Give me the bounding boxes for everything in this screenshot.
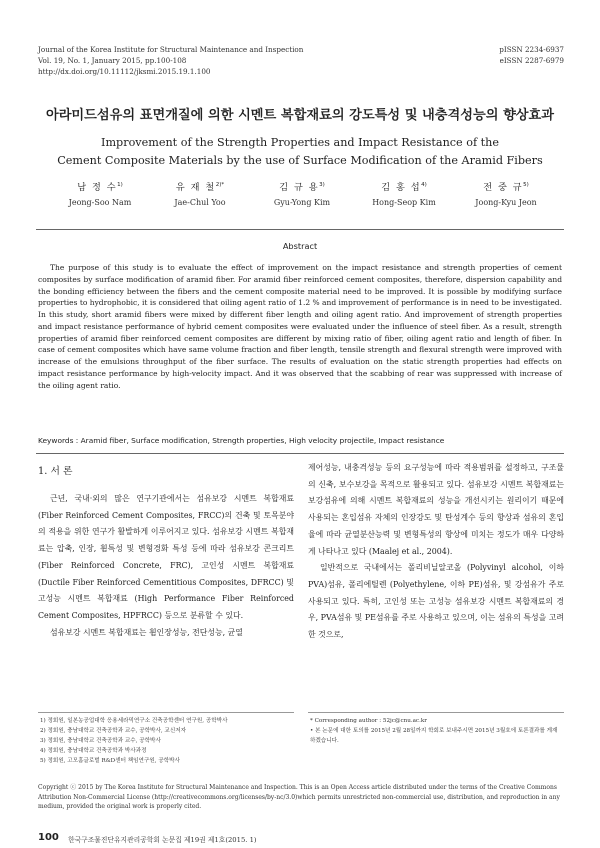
author-name-ko: 전 중 규 xyxy=(483,182,524,193)
author-affiliation-mark: 3) xyxy=(319,181,325,188)
author-affiliation-mark: 2)* xyxy=(215,181,225,188)
section-heading: 1. 서 론 xyxy=(38,466,73,477)
author-name-ko: 김 규 용 xyxy=(279,182,320,193)
issn-block xyxy=(414,44,564,66)
keywords: Keywords : Aramid fiber, Surface modification, Strength properties, High velocity projectile, Impact resistance xyxy=(38,436,445,445)
author-affiliation-mark: 1) xyxy=(117,181,123,188)
journal-header xyxy=(38,44,368,77)
page-number: 100 xyxy=(38,832,59,843)
footnote: 4) 정회원, 충남대학교 건축공학과 박사과정 xyxy=(40,748,147,754)
footnote: 3) 정회원, 충남대학교 건축공학과 교수, 공학박사 xyxy=(40,738,161,744)
affiliation-footnotes xyxy=(40,716,292,766)
footnote-rule xyxy=(308,712,564,713)
author xyxy=(257,179,347,207)
journal-volume: Vol. 19, No. 1, January 2015, pp.100-108 xyxy=(38,56,187,65)
copyright-notice: Copyright ⓒ 2015 by The Korea Institute for Structural Maintenance and Inspection. This is an Open Access article distributed under the terms of the Creative Commons Attribution Non-Commercial License (http://creativecommons.org/licenses/by-nc/3.0)which permits unrestricted non-commercial use, distribution, and reproduction in any medium, provided the original work is properly cited. xyxy=(38,784,560,810)
journal-footer: 한국구조물진단유지관리공학회 논문집 제19권 제1호(2015. 1) xyxy=(68,836,257,844)
author xyxy=(461,179,551,207)
body-column-left xyxy=(38,460,294,641)
abstract-body: The purpose of this study is to evaluate the effect of improvement on the impact resistance and strength properties of cement composites by surface modification of aramid fiber. For aramid fiber reinforced cement composites, therefore, dispersion capability and the bonding efficiency between the fibers and the cement composite material need to be improved. It is possible by modifying surface properties to hydrophobic, it is considered that oiling agent ratio of 1.2 % and improvement of performance is in need to be investigated. In this study, short aramid fibers were mixed by different fiber length and oiling agent ratio. And improvement of strength properties and impact resistance performance of hybrid cement composites were evaluated under the influence of steel fiber. As a result, strength properties of aramid fiber reinforced cement composites are different by mixing ratio of fiber, oiling agent ratio and length of fiber. In case of cement composites which have same volume fraction and fiber length, tensile strength and flexural strength were improved with increase of the emulsions throughput of the fiber surface. The results of evaluation on the static strength properties had effects on impact resistance performance by high-velocity impact. And it was observed that the scabbing of rear was suppressed with increase of the oiling agent ratio. xyxy=(38,263,562,390)
author-name-ko: 남 정 수 xyxy=(77,182,118,193)
footnote: 2) 정회원, 충남대학교 건축공학과 교수, 공학박사, 교신저자 xyxy=(40,728,187,734)
abstract-bottom-rule xyxy=(36,453,564,454)
correspondence-footnotes xyxy=(310,716,562,746)
footnote-rule xyxy=(38,712,294,713)
author xyxy=(155,179,245,207)
abstract-top-rule xyxy=(36,229,564,230)
body-paragraph: 섬유보강 시멘트 복합재료는 휨인장성능, 전단성능, 균열 xyxy=(50,627,243,637)
author-name-en: Gyu-Yong Kim xyxy=(273,198,331,207)
abstract-heading: Abstract xyxy=(282,241,318,251)
author-name-en: Jeong-Soo Nam xyxy=(68,198,132,207)
pissn: pISSN 2234-6937 xyxy=(499,45,564,54)
author-name-en: Joong-Kyu Jeon xyxy=(475,198,537,207)
journal-name: Journal of the Korea Institute for Structural Maintenance and Inspection xyxy=(38,45,304,54)
title-english-line2: Cement Composite Materials by the use of Surface Modification of the Aramid Fibers xyxy=(57,154,543,167)
author-affiliation-mark: 5) xyxy=(523,181,529,188)
body-column-right xyxy=(308,460,564,644)
footnote: 5) 정회원, 고모홈글로벌 R&D센터 책임연구원, 공학박사 xyxy=(40,758,180,764)
body-paragraph: 일반적으로 국내에서는 폴리비닐알코올 (Polyvinyl alcohol, 이하 PVA)섬유, 폴리에틸렌 (Polyethylene, 이하 PE)섬유, 및 강섬유가 주로 사용되고 있다. 특히, 고인성 또는 고성능 섬유보강 시멘트 복합재료의 경우, PVA섬유 및 PE섬유를 주로 사용하고 있으며, 이는 섬유의 특성을 고려한 것으로, xyxy=(308,563,564,640)
body-paragraph: 근년, 국내·외의 많은 연구기관에서는 섬유보강 시멘트 복합재료 (Fiber Reinforced Cement Composites, FRCC)의 건축 및 토목분야의 적용을 위한 연구가 활발하게 이루어지고 있다. 섬유보강 시멘트 복합재료는 압축, 인장, 휨특성 및 변형경화 특성 등에 따라 섬유보강 콘크리트 (Fiber Reinforced Concrete, FRC), 고인성 시멘트 복합재료 (Ductile Fiber Reinforced Cementitious Composites, DFRCC) 및 고성능 시멘트 복합재료 (High Performance Fiber Reinforced Cement Composites, HPFRCC) 등으로 분류할 수 있다. xyxy=(38,494,294,620)
author-name-ko: 유 재 철 xyxy=(175,182,216,193)
title-korean: 아라미드섬유의 표면개질에 의한 시멘트 복합재료의 강도특성 및 내충격성능의 향상효과 xyxy=(45,108,555,123)
title-english xyxy=(30,134,570,170)
author xyxy=(359,179,449,207)
author-affiliation-mark: 4) xyxy=(421,181,427,188)
author-name-en: Hong-Seop Kim xyxy=(372,198,436,207)
author-name-en: Jae-Chul Yoo xyxy=(174,198,226,207)
discussion-note: • 본 논문에 대한 토의를 2015년 2월 28일까지 학회로 보내주시면 2015년 3월호에 토론결과를 게재하겠습니다. xyxy=(310,728,558,744)
footnote: 1) 정회원, 일본농공업대학 응용세라믹연구소 건축공학센터 연구원, 공학박사 xyxy=(40,718,228,724)
corresponding-author: * Corresponding author : 52jc@cnu.ac.kr xyxy=(310,718,427,724)
doi-link[interactable]: http://dx.doi.org/10.11112/jksmi.2015.19.1.100 xyxy=(38,67,211,76)
author xyxy=(55,179,145,207)
title-english-line1: Improvement of the Strength Properties and Impact Resistance of the xyxy=(101,136,499,149)
author-name-ko: 김 홍 섭 xyxy=(381,182,422,193)
body-paragraph: 제어성능, 내충격성능 등의 요구성능에 따라 적용범위를 설정하고, 구조물의 신축, 보수보강을 목적으로 활용되고 있다. 섬유보강 시멘트 복합재료는 보강섬유에 의해 시멘트 복합재료의 성능을 개선시키는 원리이기 때문에 사용되는 혼입섬유 자체의 인장강도 및 탄성계수 등의 향상과 섬유의 혼입율에 따라 균열분산능력 및 변형특성의 향상에 미치는 정도가 매우 다양하게 나타나고 있다 (Maalej et al., 2004). xyxy=(308,463,564,556)
eissn: eISSN 2287-6979 xyxy=(499,56,564,65)
